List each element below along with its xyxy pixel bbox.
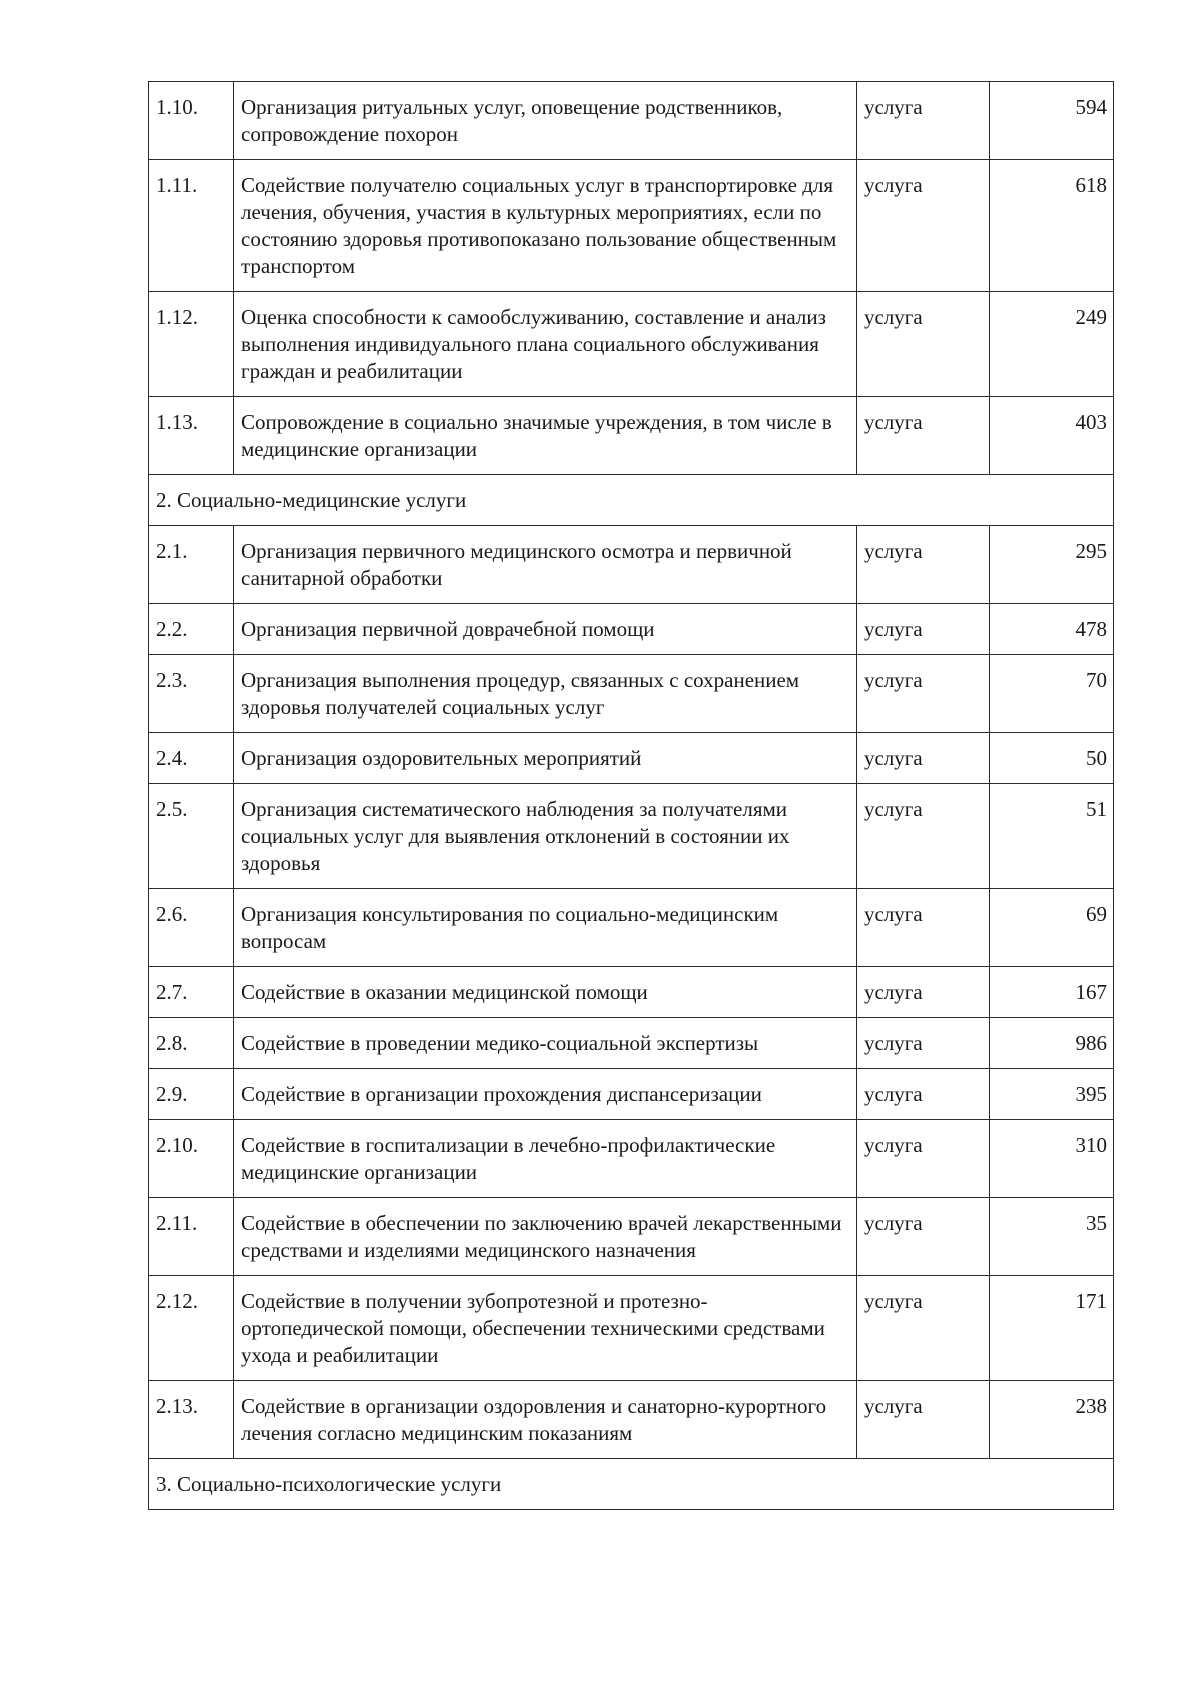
table-row (149, 604, 1114, 655)
service-value-cell: 249 (990, 292, 1114, 397)
service-name-cell: Содействие в проведении медико-социальной экспертизы (234, 1018, 857, 1069)
service-unit-cell: услуга (857, 655, 990, 733)
service-number-cell: 2.9. (149, 1069, 234, 1120)
table-row (149, 397, 1114, 475)
service-unit-cell: услуга (857, 292, 990, 397)
service-number-cell: 2.11. (149, 1198, 234, 1276)
table-row (149, 1120, 1114, 1198)
table-row (149, 784, 1114, 889)
section-title: 2. Социально-медицинские услуги (149, 475, 1114, 526)
service-name-cell: Содействие в организации прохождения диспансеризации (234, 1069, 857, 1120)
service-value-cell: 295 (990, 526, 1114, 604)
service-unit-cell: услуга (857, 526, 990, 604)
service-value-cell: 167 (990, 967, 1114, 1018)
service-number-cell: 1.12. (149, 292, 234, 397)
services-table (148, 81, 1114, 1510)
service-name-cell: Содействие в организации оздоровления и санаторно-курортного лечения согласно медицинским показаниям (234, 1381, 857, 1459)
service-unit-cell: услуга (857, 1018, 990, 1069)
service-value-cell: 478 (990, 604, 1114, 655)
table-row (149, 526, 1114, 604)
table-row (149, 1069, 1114, 1120)
services-table-body (149, 82, 1114, 1510)
service-value-cell: 594 (990, 82, 1114, 160)
section-header-row (149, 1459, 1114, 1510)
service-name-cell: Организация выполнения процедур, связанных с сохранением здоровья получателей социальных услуг (234, 655, 857, 733)
service-number-cell: 2.10. (149, 1120, 234, 1198)
table-row (149, 655, 1114, 733)
service-unit-cell: услуга (857, 1120, 990, 1198)
service-name-cell: Организация систематического наблюдения за получателями социальных услуг для выявления отклонений в состоянии их здоровья (234, 784, 857, 889)
service-value-cell: 618 (990, 160, 1114, 292)
service-value-cell: 35 (990, 1198, 1114, 1276)
service-unit-cell: услуга (857, 1381, 990, 1459)
service-unit-cell: услуга (857, 967, 990, 1018)
service-value-cell: 238 (990, 1381, 1114, 1459)
service-number-cell: 2.4. (149, 733, 234, 784)
service-unit-cell: услуга (857, 604, 990, 655)
service-unit-cell: услуга (857, 82, 990, 160)
service-unit-cell: услуга (857, 889, 990, 967)
service-number-cell: 2.6. (149, 889, 234, 967)
service-name-cell: Сопровождение в социально значимые учреждения, в том числе в медицинские организации (234, 397, 857, 475)
service-value-cell: 310 (990, 1120, 1114, 1198)
table-row (149, 82, 1114, 160)
service-value-cell: 171 (990, 1276, 1114, 1381)
section-header-row (149, 475, 1114, 526)
service-name-cell: Оценка способности к самообслуживанию, составление и анализ выполнения индивидуального плана социального обслуживания граждан и реабилитации (234, 292, 857, 397)
service-unit-cell: услуга (857, 1069, 990, 1120)
service-value-cell: 51 (990, 784, 1114, 889)
table-row (149, 1198, 1114, 1276)
service-unit-cell: услуга (857, 160, 990, 292)
table-row (149, 1276, 1114, 1381)
section-title: 3. Социально-психологические услуги (149, 1459, 1114, 1510)
service-number-cell: 2.8. (149, 1018, 234, 1069)
service-name-cell: Содействие в госпитализации в лечебно-профилактические медицинские организации (234, 1120, 857, 1198)
service-name-cell: Содействие в получении зубопротезной и протезно-ортопедической помощи, обеспечении техническими средствами ухода и реабилитации (234, 1276, 857, 1381)
service-name-cell: Содействие в оказании медицинской помощи (234, 967, 857, 1018)
service-name-cell: Организация оздоровительных мероприятий (234, 733, 857, 784)
table-row (149, 1018, 1114, 1069)
service-number-cell: 2.12. (149, 1276, 234, 1381)
service-name-cell: Организация первичного медицинского осмотра и первичной санитарной обработки (234, 526, 857, 604)
service-number-cell: 1.13. (149, 397, 234, 475)
service-number-cell: 2.13. (149, 1381, 234, 1459)
table-row (149, 160, 1114, 292)
service-number-cell: 2.7. (149, 967, 234, 1018)
service-name-cell: Содействие получателю социальных услуг в транспортировке для лечения, обучения, участия в культурных мероприятиях, если по состоянию здоровья противопоказано пользование общественным транспортом (234, 160, 857, 292)
service-value-cell: 70 (990, 655, 1114, 733)
service-number-cell: 1.10. (149, 82, 234, 160)
service-number-cell: 2.5. (149, 784, 234, 889)
table-row (149, 967, 1114, 1018)
service-unit-cell: услуга (857, 784, 990, 889)
table-row (149, 889, 1114, 967)
service-unit-cell: услуга (857, 397, 990, 475)
table-row (149, 292, 1114, 397)
service-value-cell: 403 (990, 397, 1114, 475)
service-value-cell: 395 (990, 1069, 1114, 1120)
service-value-cell: 69 (990, 889, 1114, 967)
service-name-cell: Организация ритуальных услуг, оповещение родственников, сопровождение похорон (234, 82, 857, 160)
service-number-cell: 1.11. (149, 160, 234, 292)
service-value-cell: 50 (990, 733, 1114, 784)
service-unit-cell: услуга (857, 1198, 990, 1276)
service-name-cell: Организация консультирования по социально-медицинским вопросам (234, 889, 857, 967)
service-name-cell: Организация первичной доврачебной помощи (234, 604, 857, 655)
table-row (149, 733, 1114, 784)
service-number-cell: 2.1. (149, 526, 234, 604)
service-number-cell: 2.2. (149, 604, 234, 655)
service-unit-cell: услуга (857, 733, 990, 784)
service-unit-cell: услуга (857, 1276, 990, 1381)
service-value-cell: 986 (990, 1018, 1114, 1069)
table-row (149, 1381, 1114, 1459)
service-number-cell: 2.3. (149, 655, 234, 733)
service-name-cell: Содействие в обеспечении по заключению врачей лекарственными средствами и изделиями медицинского назначения (234, 1198, 857, 1276)
